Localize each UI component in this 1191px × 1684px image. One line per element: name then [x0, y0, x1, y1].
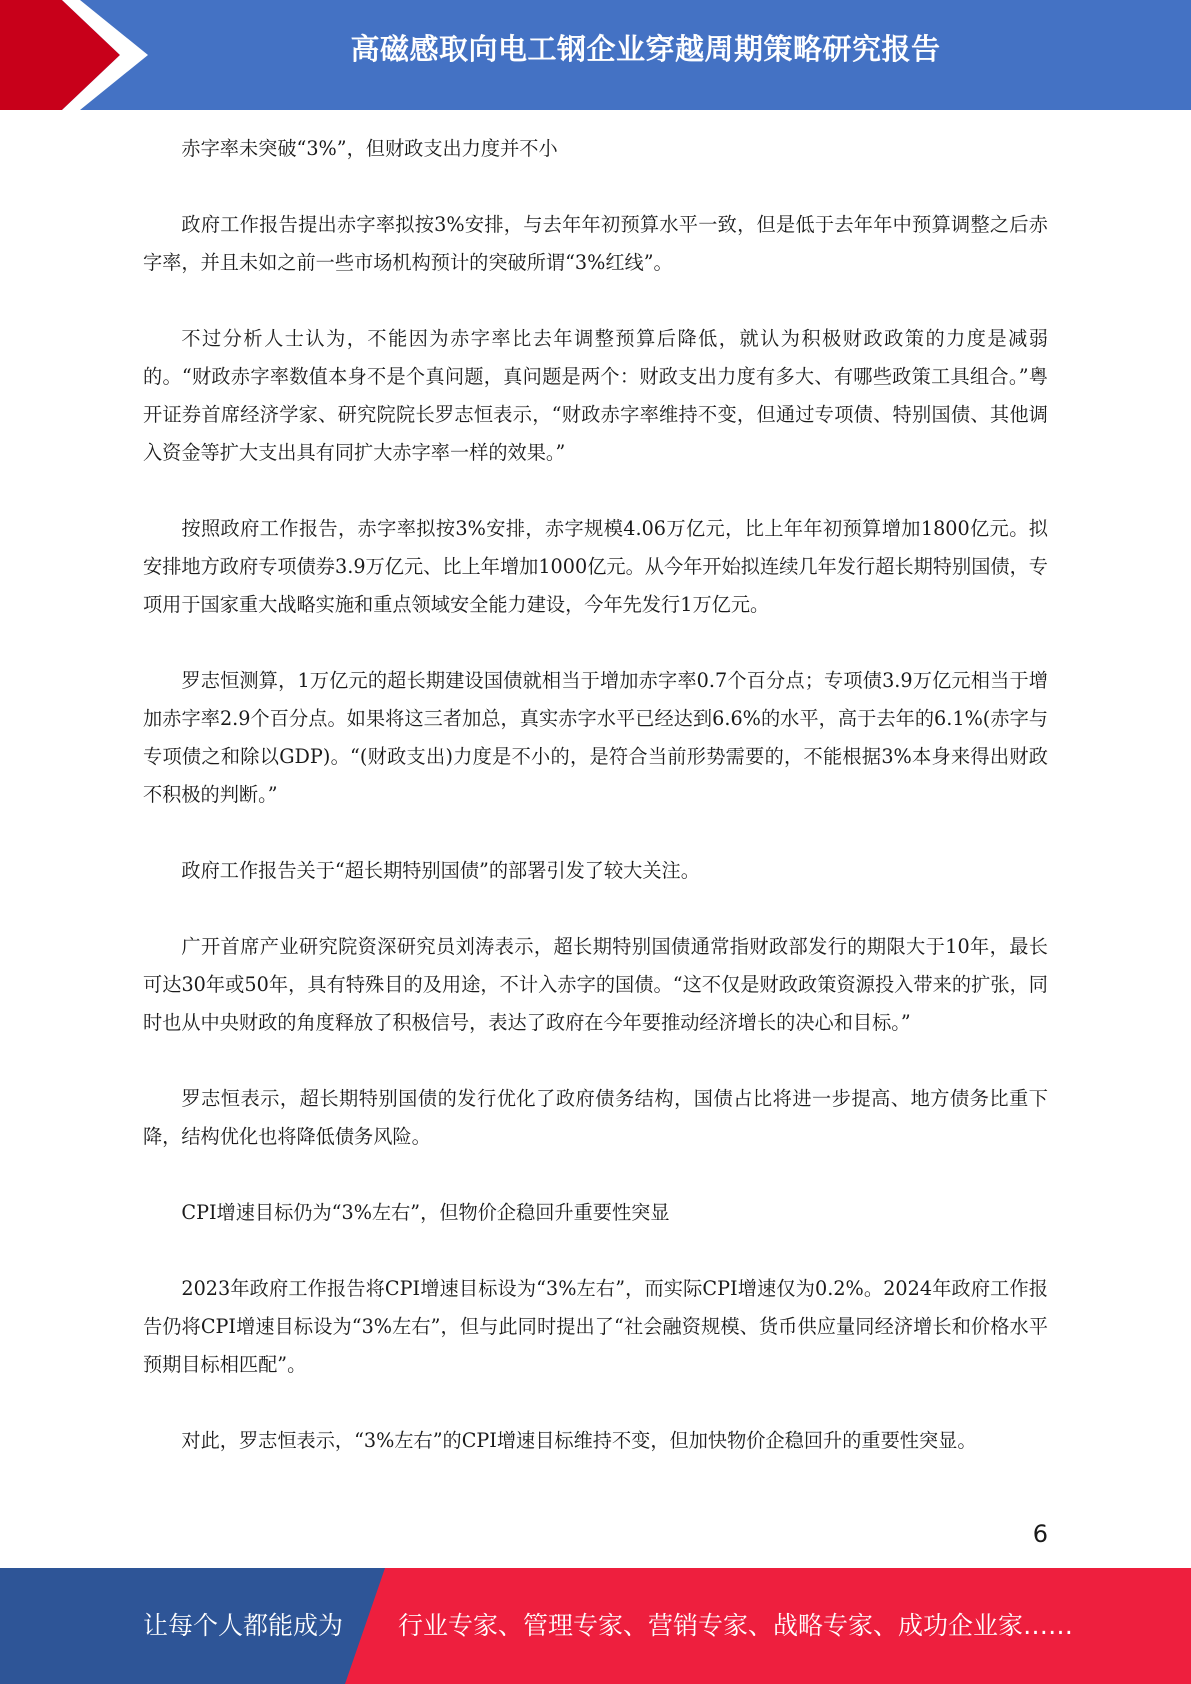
page-number: 6	[1032, 1520, 1048, 1548]
header-arrow-decoration	[0, 0, 160, 110]
paragraph: 对此，罗志恒表示，“3%左右”的CPI增速目标维持不变，但加快物价企稳回升的重要性突显。	[181, 1429, 977, 1452]
paragraph: 政府工作报告关于“超长期特别国债”的部署引发了较大关注。	[181, 859, 700, 882]
page-header	[0, 0, 1191, 110]
paragraph: 广开首席产业研究院资深研究员刘涛表示，超长期特别国债通常指财政部发行的期限大于10年，最长可达30年或50年，具有特殊目的及用途，不计入赤字的国债。“这不仅是财政政策资源投入带来的扩张，同时也从中央财政的角度释放了积极信号，表达了政府在今年要推动经济增长的决心和目标。”	[143, 935, 1048, 1034]
footer-slogan-left: 让每个人都能成为	[143, 1611, 344, 1640]
paragraph-subheading-cpi: CPI增速目标仍为“3%左右”，但物价企稳回升重要性突显	[181, 1201, 670, 1224]
paragraph: 罗志恒表示，超长期特别国债的发行优化了政府债务结构，国债占比将进一步提高、地方债务比重下降，结构优化也将降低债务风险。	[143, 1087, 1048, 1148]
paragraph: 不过分析人士认为，不能因为赤字率比去年调整预算后降低，就认为积极财政政策的力度是减弱的。“财政赤字率数值本身不是个真问题，真问题是两个：财政支出力度有多大、有哪些政策工具组合。”粤开证券首席经济学家、研究院院长罗志恒表示，“财政赤字率维持不变，但通过专项债、特别国债、其他调入资金等扩大支出具有同扩大赤字率一样的效果。”	[143, 327, 1048, 464]
page-footer	[0, 1568, 1191, 1684]
paragraph: 2023年政府工作报告将CPI增速目标设为“3%左右”，而实际CPI增速仅为0.2%。2024年政府工作报告仍将CPI增速目标设为“3%左右”，但与此同时提出了“社会融资规模、货币供应量同经济增长和价格水平预期目标相匹配”。	[143, 1277, 1048, 1376]
paragraph: 政府工作报告提出赤字率拟按3%安排，与去年年初预算水平一致，但是低于去年年中预算调整之后赤字率，并且未如之前一些市场机构预计的突破所谓“3%红线”。	[143, 213, 1048, 274]
footer-slogan-right: 行业专家、管理专家、营销专家、战略专家、成功企业家……	[398, 1611, 1074, 1640]
paragraph: 按照政府工作报告，赤字率拟按3%安排，赤字规模4.06万亿元，比上年年初预算增加1800亿元。拟安排地方政府专项债券3.9万亿元、比上年增加1000亿元。从今年开始拟连续几年发行超长期特别国债，专项用于国家重大战略实施和重点领域安全能力建设，今年先发行1万亿元。	[143, 517, 1048, 616]
paragraph-subheading-deficit: 赤字率未突破“3%”，但财政支出力度并不小	[181, 137, 558, 160]
report-title: 高磁感取向电工钢企业穿越周期策略研究报告	[350, 32, 941, 66]
paragraph: 罗志恒测算，1万亿元的超长期建设国债就相当于增加赤字率0.7个百分点；专项债3.9万亿元相当于增加赤字率2.9个百分点。如果将这三者加总，真实赤字水平已经达到6.6%的水平，高于去年的6.1%(赤字与专项债之和除以GDP)。“(财政支出)力度是不小的，是符合当前形势需要的，不能根据3%本身来得出财政不积极的判断。”	[143, 669, 1048, 806]
article-body	[143, 130, 1048, 1498]
